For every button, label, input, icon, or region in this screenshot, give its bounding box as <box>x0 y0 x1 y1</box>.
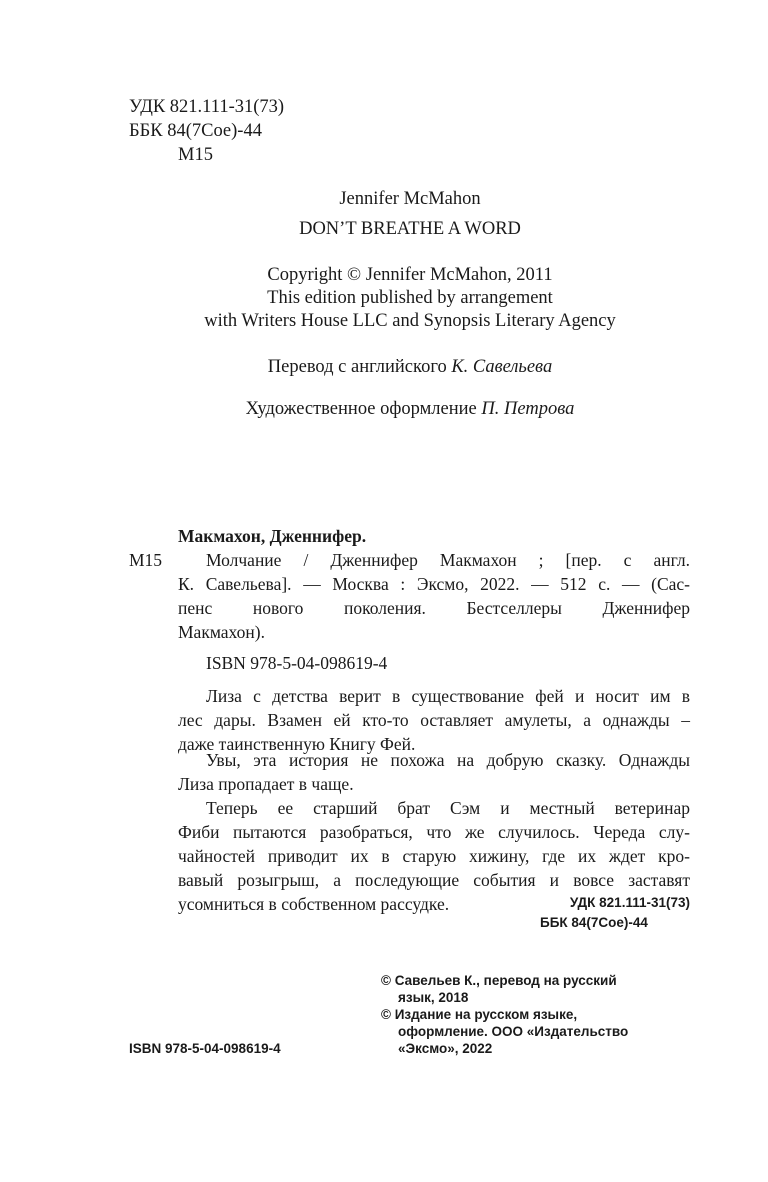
catalog-mark: М15 <box>129 550 163 570</box>
translator-name: К. Савельева <box>451 357 553 377</box>
author-mark: М15 <box>178 145 213 165</box>
annotation-line: даже таинственную Книгу Фей. <box>178 734 416 754</box>
annotation-line: Фиби пытаются разобраться, что же случилось. Череда слу- <box>178 822 690 842</box>
design-label: Художественное оформление <box>245 399 477 419</box>
catalog-line: Макмахон). <box>178 622 265 642</box>
bbk-code: ББК 84(7Сое)-44 <box>129 121 262 141</box>
annotation-udk: УДК 821.111-31(73) <box>569 895 690 910</box>
translation-label: Перевод с английского <box>267 357 447 377</box>
footer-copyright-2-line-2: оформление. ООО «Издательство <box>398 1024 629 1039</box>
annotation-bbk: ББК 84(7Сое)-44 <box>540 915 648 930</box>
copyright-line-3: with Writers House LLC and Synopsis Literary Agency <box>204 311 616 331</box>
annotation-line: Лиза пропадает в чаще. <box>178 774 354 794</box>
designer-name: П. Петрова <box>481 399 575 419</box>
annotation-line: Увы, эта история не похожа на добрую сказку. Однажды <box>206 750 690 770</box>
catalog-isbn: ISBN 978-5-04-098619-4 <box>206 653 388 673</box>
catalog-line: Молчание / Дженнифер Макмахон ; [пер. с англ. <box>206 550 690 570</box>
footer-isbn: ISBN 978-5-04-098619-4 <box>129 1041 281 1056</box>
original-author: Jennifer McMahon <box>339 189 481 209</box>
footer-copyright-2-line-3: «Эксмо», 2022 <box>398 1041 493 1056</box>
catalog-heading: Макмахон, Дженнифер. <box>178 526 367 546</box>
annotation-line: усомниться в собственном рассудке. <box>178 894 450 914</box>
annotation-line: Лиза с детства верит в существование фей и носит им в <box>206 686 690 706</box>
footer-copyright-1-line-2: язык, 2018 <box>398 990 469 1005</box>
original-title: DON’T BREATHE A WORD <box>299 219 521 239</box>
annotation-line: лес дары. Взамен ей кто-то оставляет амулеты, а однажды – <box>178 710 690 730</box>
footer-copyright-2-line-1: © Издание на русском языке, <box>381 1007 578 1022</box>
udk-code: УДК 821.111-31(73) <box>129 97 285 117</box>
annotation-line: Теперь ее старший брат Сэм и местный ветеринар <box>206 798 690 818</box>
copyright-line-1: Copyright © Jennifer McMahon, 2011 <box>267 265 553 285</box>
footer-copyright-1-line-1: © Савельев К., перевод на русский <box>381 973 617 988</box>
design-credit <box>100 398 720 421</box>
translation-credit <box>100 356 720 379</box>
annotation-line: чайностей приводит их в старую хижину, где их ждет кро- <box>178 846 690 866</box>
catalog-line: К. Савельева]. — Москва : Эксмо, 2022. — 512 с. — (Сас- <box>178 574 690 594</box>
catalog-line: пенс нового поколения. Бестселлеры Дженнифер <box>178 598 690 618</box>
annotation-line: вавый розыгрыш, а последующие события и вовсе заставят <box>178 870 690 890</box>
copyright-line-2: This edition published by arrangement <box>267 288 553 308</box>
